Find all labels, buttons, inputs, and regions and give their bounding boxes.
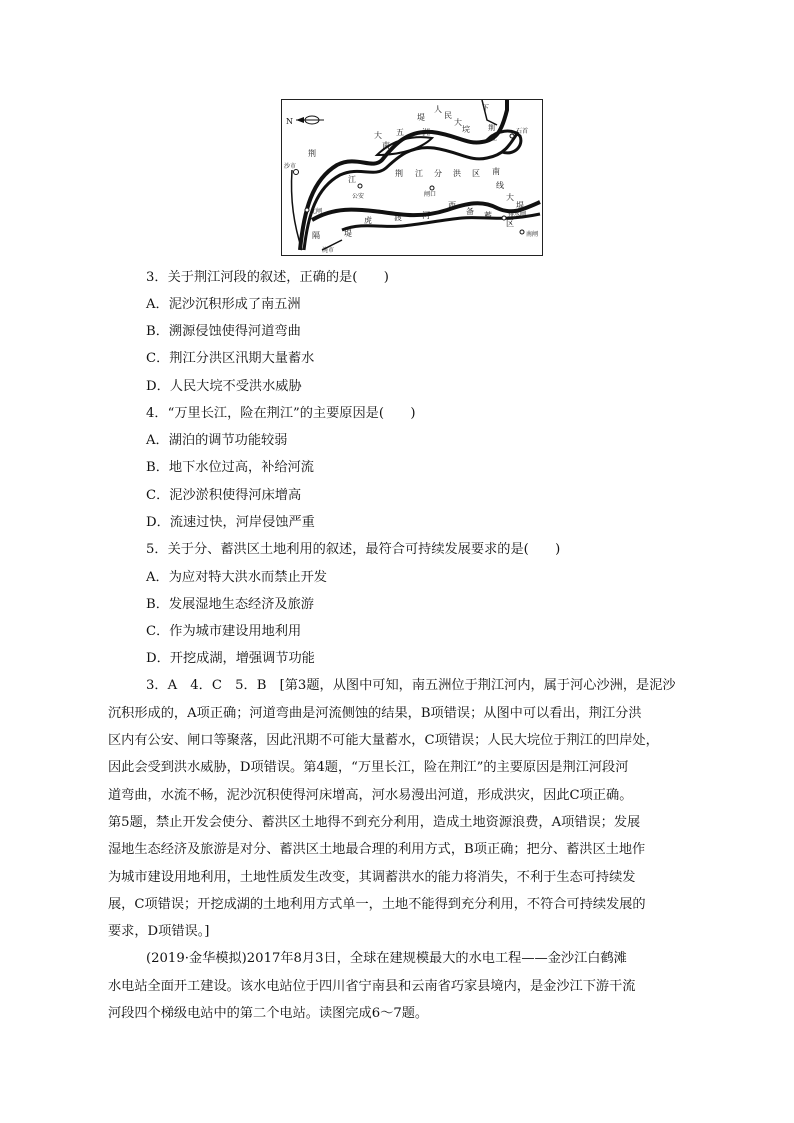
map-label: 排水闸 [508, 211, 527, 218]
map-label: 大 [454, 118, 462, 127]
answer-line: 湿地生态经济及旅游是对分、蓄洪区土地最合理的利用方式，B项正确；把分、蓄洪区土地作 [108, 842, 646, 857]
intro-line: (2019·金华模拟)2017年8月3日，全球在建规模最大的水电工程——金沙江白鹤滩 [146, 951, 627, 966]
map-label: 石首 [516, 128, 529, 135]
zhakou-dot [430, 186, 434, 190]
map-label: 涴市 [322, 247, 335, 254]
map-label: 江 [415, 169, 423, 178]
map-label: 蓄 [484, 211, 492, 220]
option: B．溯源侵蚀使得河道弯曲 [146, 324, 301, 339]
question-stem: 3．关于荆江河段的叙述，正确的是( ) [146, 270, 389, 285]
map-label: 洲 [422, 128, 430, 137]
answer-line: 3．A 4．C 5．B [第3题，从图中可知，南五洲位于荆江河内，属于河心沙洲，是泥沙 [146, 678, 676, 693]
map-label: 江 [490, 134, 497, 142]
option: D．开挖成湖，增强调节功能 [146, 651, 315, 666]
option: C．泥沙淤积使得河床增高 [146, 488, 302, 503]
map-label: 虎 [364, 216, 372, 225]
map-label: 堤 [417, 113, 425, 122]
option: D．流速过快，河岸侵蚀严重 [146, 515, 315, 530]
option: A．湖泊的调节功能较弱 [146, 433, 288, 448]
beizha-dot [305, 208, 309, 212]
option: C．荆江分洪区汛期大量蓄水 [146, 351, 315, 366]
map-label: 垸 [462, 125, 470, 134]
map-label: 隔 [312, 231, 320, 240]
option: A．为应对特大洪水而禁止开发 [146, 570, 327, 585]
answer-line: 为城市建设用地利用，土地性质发生改变，其调蓄洪水的能力将消失，不利于生态可持续发 [108, 870, 636, 885]
gongan-dot [358, 184, 362, 188]
map-label: 民 [444, 111, 452, 120]
map-label: 区 [506, 219, 514, 228]
answer-line: 区内有公安、闸口等聚落，因此汛期不可能大量蓄水，C项错误；人民大垸位于荆江的凹岸处， [108, 733, 659, 748]
map-label: 分 [434, 169, 442, 178]
answer-line: 要求，D项错误。] [108, 924, 210, 939]
map-label: 荆 [308, 149, 316, 158]
shishou-dot [510, 134, 514, 138]
map-label: 堤 [344, 229, 352, 238]
question-stem: 5．关于分、蓄洪区土地利用的叙述，最符合可持续发展要求的是( ) [146, 542, 561, 557]
map-label: 线 [496, 181, 504, 190]
answer-line: 道弯曲，水流不畅，泥沙沉积使得河床增高，河水易漫出河道，形成洪灾，因此C项正确。 [108, 788, 633, 803]
option: C．作为城市建设用地利用 [146, 624, 302, 639]
map-label: 公安 [352, 193, 365, 200]
option: D．人民大垸不受洪水威胁 [146, 379, 302, 394]
map-label: 备 [466, 207, 474, 216]
map-label: 江 [348, 175, 356, 184]
map-label: 沙市 [284, 163, 297, 170]
map-label: 大 [506, 193, 514, 202]
map-label: 北闸 [310, 208, 323, 215]
map-label: 西 [448, 201, 456, 210]
option: A．泥沙沉积形成了南五洲 [146, 297, 301, 312]
intro-line: 水电站全面开工建设。该水电站位于四川省宁南县和云南省巧家县境内，是金沙江下游干流 [108, 979, 636, 994]
map-label: 下 [482, 104, 489, 112]
option: B．发展湿地生态经济及旅游 [146, 597, 314, 612]
map-label: 河 [422, 211, 430, 220]
map-label: 渡 [394, 213, 402, 222]
answer-line: 沉积形成的，A项正确；河道弯曲是河流侧蚀的结果，B项错误；从图中可以看出，荆江分洪 [108, 706, 642, 721]
map-label: 堤 [516, 201, 524, 210]
map-label: 南 [382, 141, 390, 150]
answer-line: 因此会受到洪水威胁，D项错误。第4题，“万里长江，险在荆江”的主要原因是荆江河段河 [108, 760, 629, 775]
option: B．地下水位过高，补给河流 [146, 460, 314, 475]
map-label: 人 [434, 105, 442, 114]
jingjiang-map [281, 99, 543, 256]
shashi-dot [294, 170, 299, 175]
map-label: 南 [492, 167, 500, 176]
answer-line: 展，C项错误；开挖成湖的土地利用方式单一，土地不能得到充分利用，不符合可持续发展的 [108, 897, 646, 912]
map-label: 区 [472, 169, 480, 178]
north-label: N [286, 117, 293, 126]
map-label: 闸口 [424, 191, 437, 198]
map-label: 大 [374, 131, 382, 140]
map-label: 南闸 [526, 231, 539, 238]
map-label: 洪 [453, 169, 461, 178]
map-figure [282, 100, 542, 255]
map-label: 荆 [395, 169, 403, 178]
map-label: 荆 [488, 124, 495, 132]
question-stem: 4．“万里长江，险在荆江”的主要原因是( ) [146, 406, 416, 421]
map-label: 五 [396, 128, 404, 137]
intro-line: 河段四个梯级电站中的第二个电站。读图完成6～7题。 [108, 1006, 429, 1021]
north-arrow-icon [296, 116, 324, 124]
answer-line: 第5题，禁止开发会使分、蓄洪区土地得不到充分利用，造成土地资源浪费，A项错误；发展 [108, 815, 641, 830]
nanzha-dot [520, 230, 524, 234]
